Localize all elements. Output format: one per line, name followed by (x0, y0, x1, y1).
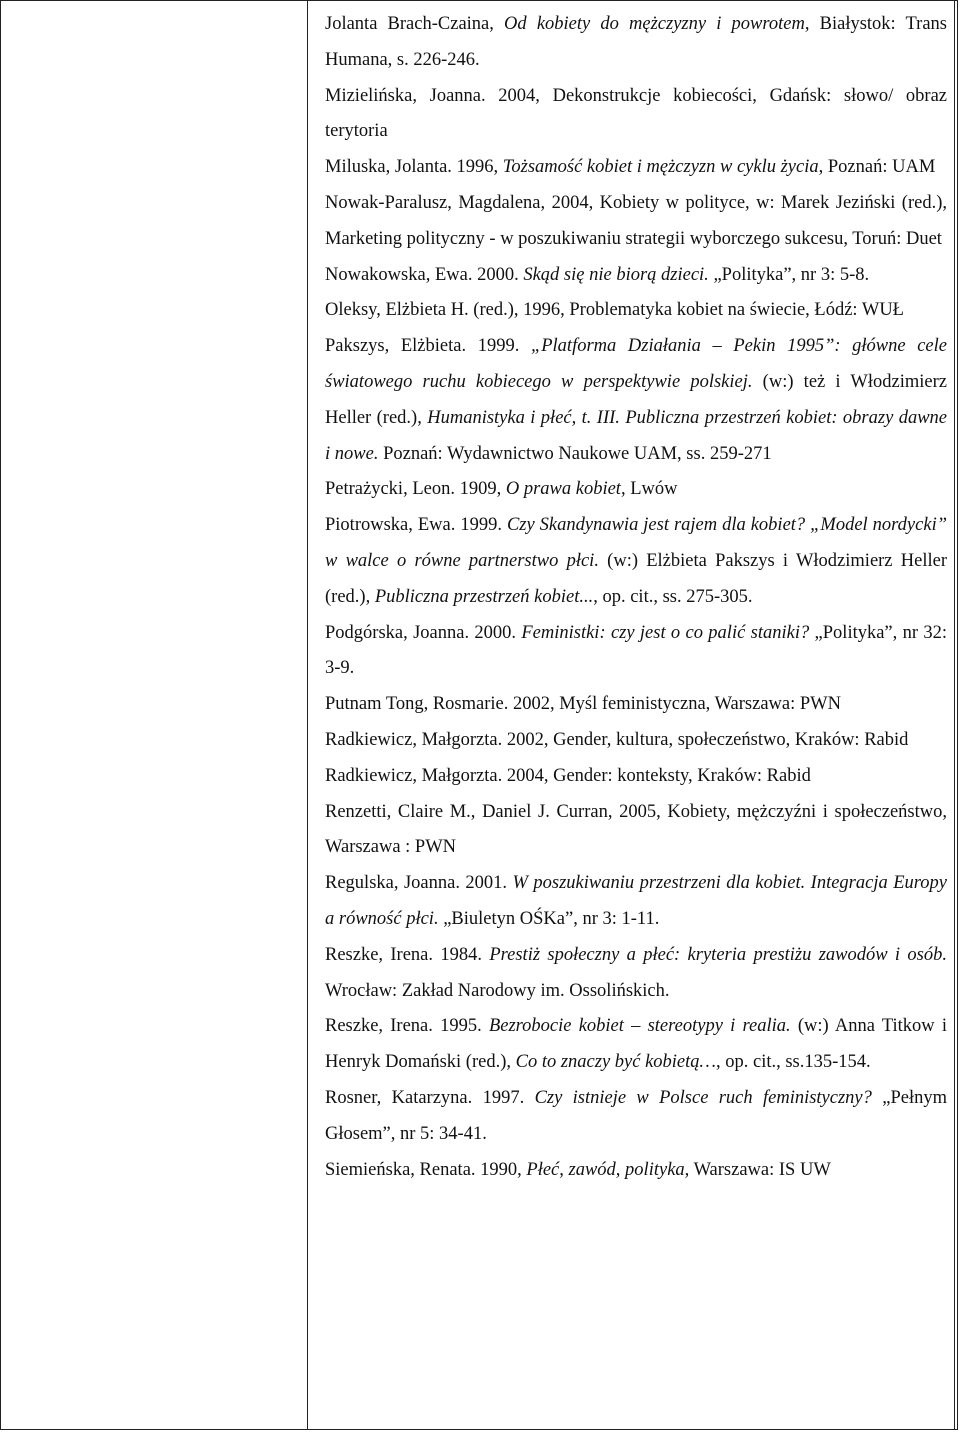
bibliography-entry (325, 795, 947, 867)
entry-text: (w:) Elżbieta Pakszys i Włodzimierz Heller (red.), (325, 550, 947, 607)
entry-text: Radkiewicz, Małgorzta. 2002, Gender, kultura, społeczeństwo, Kraków: Rabid (325, 729, 909, 750)
entry-title-italic: O prawa kobiet (505, 479, 621, 500)
bibliography-entry (325, 508, 947, 615)
entry-text: , Poznań: UAM (818, 157, 936, 178)
bibliography-entry (325, 687, 947, 723)
entry-text: „Polityka”, nr 3: 5-8. (708, 264, 870, 285)
entry-title-italic: Płeć, zawód, polityka (526, 1159, 685, 1180)
entry-text: Siemieńska, Renata. 1990, (325, 1159, 527, 1180)
entry-text: , op. cit., ss. 275-305. (593, 586, 753, 607)
entry-text: Reszke, Irena. 1984. (325, 944, 490, 965)
entry-title-italic: Prestiż społeczny a płeć: kryteria prestiżu zawodów i osób. (489, 944, 947, 965)
entry-text: (w:) też i Włodzimierz Heller (red.), (325, 371, 947, 428)
column-divider (307, 1, 308, 1429)
bibliography-entry (325, 472, 947, 508)
entry-text: Poznań: Wydawnictwo Naukowe UAM, ss. 259-271 (378, 443, 772, 464)
entry-title-italic: Czy istnieje w Polsce ruch feministyczny? (534, 1087, 872, 1108)
entry-text: Nowakowska, Ewa. 2000. (325, 264, 524, 285)
bibliography-entry (325, 1081, 947, 1153)
entry-title-italic: Czy Skandynawia jest rajem dla kobiet? „Model nordycki” w walce o równe partnerstwo płci. (325, 515, 947, 571)
bibliography-entry (325, 1009, 947, 1081)
entry-title-italic: Publiczna przestrzeń kobiet... (374, 586, 594, 607)
entry-text: „Pełnym Głosem”, nr 5: 34-41. (325, 1087, 947, 1144)
entry-text: Podgórska, Joanna. 2000. (325, 622, 522, 643)
entry-text: , Lwów (620, 479, 678, 500)
entry-title-italic: W poszukiwaniu przestrzeni dla kobiet. Integracja Europy a równość płci. (325, 873, 947, 929)
entry-text: Petrażycki, Leon. 1909, (325, 479, 506, 500)
entry-text: Piotrowska, Ewa. 1999. (325, 515, 507, 536)
bibliography-entry (325, 7, 947, 79)
entry-text: Pakszys, Elżbieta. 1999. (325, 336, 531, 357)
entry-text: Oleksy, Elżbieta H. (red.), 1996, Problematyka kobiet na świecie, Łódź: WUŁ (325, 300, 904, 321)
entry-text: , Warszawa: IS UW (684, 1159, 831, 1180)
entry-title-italic: „Platforma Działania – Pekin 1995”: główne cele światowego ruchu kobiecego w perspektywie polskiej. (325, 336, 947, 392)
bibliography-entry (325, 723, 947, 759)
bibliography-entry (325, 150, 947, 186)
bibliography-entry (325, 329, 947, 472)
entry-text: Mizielińska, Joanna. 2004, Dekonstrukcje kobiecości, Gdańsk: słowo/ obraz terytoria (325, 85, 947, 142)
entry-text: Regulska, Joanna. 2001. (325, 873, 513, 894)
entry-text: , op. cit., ss.135-154. (715, 1052, 871, 1073)
entry-text: „Polityka”, nr 32: 3-9. (325, 622, 947, 679)
entry-text: , Białystok: Trans Humana, s. 226-246. (325, 14, 947, 70)
bibliography-entry (325, 258, 947, 294)
entry-text: Miluska, Jolanta. 1996, (325, 157, 503, 178)
entry-title-italic: Humanistyka i płeć, t. III. Publiczna przestrzeń kobiet: obrazy dawne i nowe. (325, 407, 947, 464)
entry-title-italic: Bezrobocie kobiet – stereotypy i realia. (488, 1016, 791, 1037)
bibliography-entry (325, 293, 947, 329)
table-right-border (954, 1, 955, 1429)
bibliography-entry (325, 938, 947, 1010)
entry-text: Rosner, Katarzyna. 1997. (325, 1087, 535, 1108)
entry-text: Jolanta Brach-Czaina, (325, 14, 505, 34)
entry-text: „Biuletyn OŚKa”, nr 3: 1-11. (438, 908, 660, 929)
entry-text: Wrocław: Zakład Narodowy im. Ossolińskich. (325, 980, 670, 1001)
bibliography-entry (325, 79, 947, 151)
bibliography-entry (325, 186, 947, 258)
entry-text: Nowak-Paralusz, Magdalena, 2004, Kobiety w polityce, w: Marek Jeziński (red.), Marketing polityczny - w poszukiwaniu strategii wyborczego sukcesu, Toruń: Duet (325, 192, 947, 249)
entry-text: Reszke, Irena. 1995. (325, 1016, 489, 1037)
entry-title-italic: Od kobiety do mężczyzny i powrotem (504, 14, 805, 34)
bibliography-entry (325, 759, 947, 795)
entry-text: Renzetti, Claire M., Daniel J. Curran, 2005, Kobiety, mężczyźni i społeczeństwo, Warszawa : PWN (325, 801, 947, 858)
entry-text: Radkiewicz, Małgorzta. 2004, Gender: konteksty, Kraków: Rabid (325, 765, 811, 786)
bibliography-entry (325, 616, 947, 688)
bibliography-entry (325, 1153, 947, 1189)
bibliography-cell (325, 1, 947, 1188)
entry-title-italic: Co to znaczy być kobietą… (515, 1052, 716, 1073)
entry-title-italic: Feministki: czy jest o co palić staniki? (521, 622, 810, 643)
entry-title-italic: Tożsamość kobiet i mężczyzn w cyklu życia (502, 157, 819, 178)
entry-title-italic: Skąd się nie biorą dzieci. (523, 264, 709, 285)
bibliography-entry (325, 866, 947, 938)
entry-text: Putnam Tong, Rosmarie. 2002, Myśl feministyczna, Warszawa: PWN (325, 694, 841, 715)
entry-text: (w:) Anna Titkow i Henryk Domański (red.), (325, 1016, 947, 1073)
